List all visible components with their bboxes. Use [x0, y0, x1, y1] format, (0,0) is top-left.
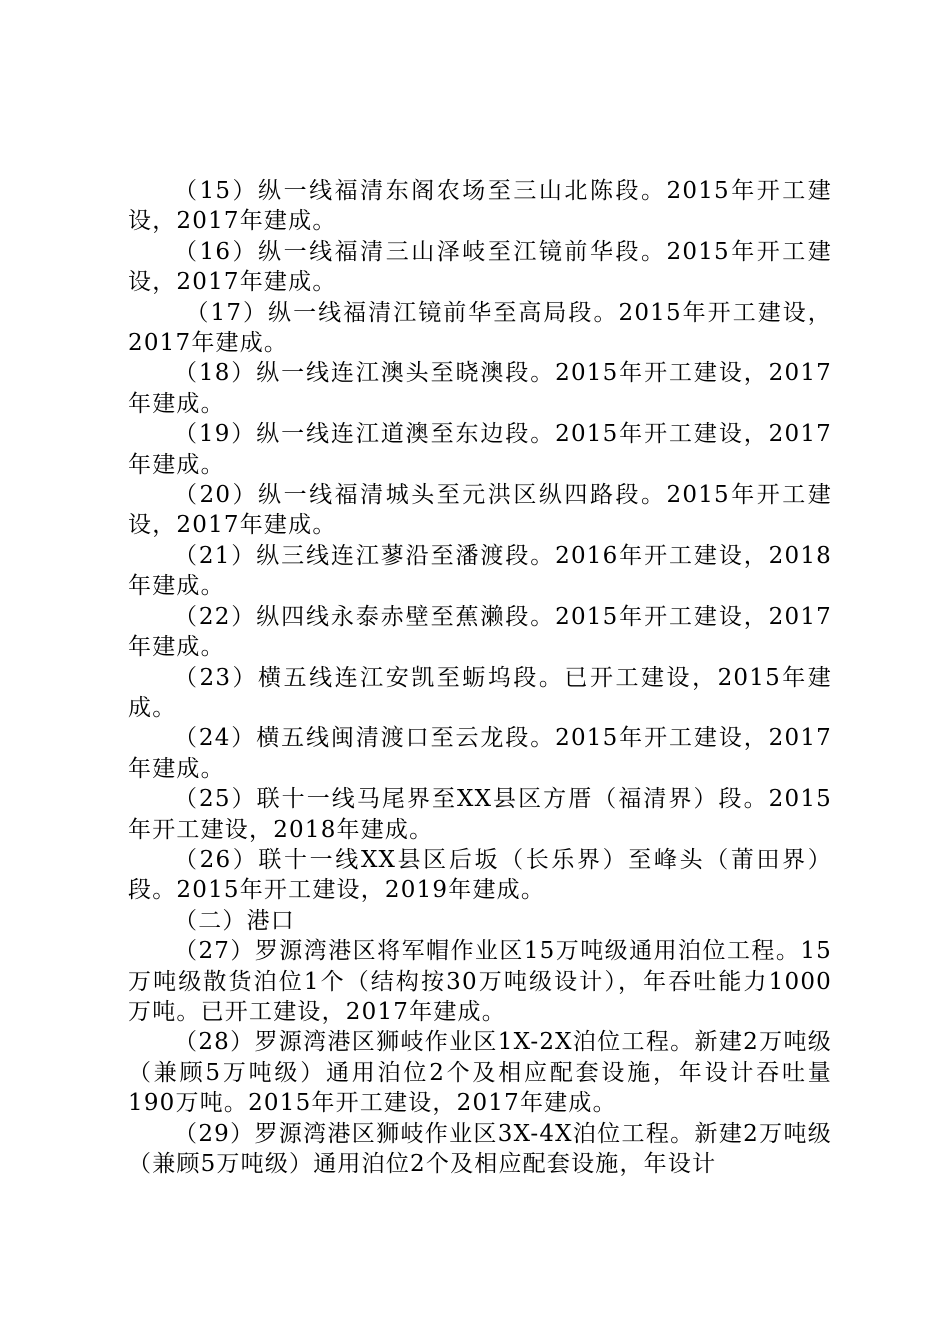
paragraph-item-17: （17）纵一线福清江镜前华至高局段。2015年开工建设，2017年建成。 — [128, 299, 832, 357]
paragraph-item-26: （26）联十一线XX县区后坂（长乐界）至峰头（莆田界）段。2015年开工建设，2019年建成。 — [128, 846, 832, 904]
section-heading-ports: （二）港口 — [174, 907, 295, 934]
paragraph-item-27: （27）罗源湾港区将军帽作业区15万吨级通用泊位工程。15万吨级散货泊位1个（结构按30万吨级设计），年吞吐能力1000万吨。已开工建设，2017年建成。 — [128, 938, 832, 1025]
paragraph-item-18: （18）纵一线连江澳头至晓澳段。2015年开工建设，2017年建成。 — [128, 360, 832, 417]
paragraph-item-23: （23）横五线连江安凯至蛎坞段。已开工建设，2015年建成。 — [128, 664, 832, 721]
paragraph-item-19: （19）纵一线连江道澳至东边段。2015年开工建设，2017年建成。 — [128, 421, 832, 478]
paragraph-item-16: （16）纵一线福清三山泽岐至江镜前华段。2015年开工建设，2017年建成。 — [128, 238, 832, 296]
paragraph-item-24: （24）横五线闽清渡口至云龙段。2015年开工建设，2017年建成。 — [128, 725, 832, 782]
paragraph-item-29: （29）罗源湾港区狮岐作业区3X-4X泊位工程。新建2万吨级（兼顾5万吨级）通用泊位2个及相应配套设施，年设计 — [128, 1120, 832, 1177]
paragraph-item-15: （15）纵一线福清东阁农场至三山北陈段。2015年开工建设，2017年建成。 — [128, 178, 832, 235]
paragraph-item-20: （20）纵一线福清城头至元洪区纵四路段。2015年开工建设，2017年建成。 — [128, 482, 832, 539]
paragraph-item-22: （22）纵四线永泰赤壁至蕉濑段。2015年开工建设，2017年建成。 — [128, 603, 832, 661]
paragraph-item-21: （21）纵三线连江蓼沿至潘渡段。2016年开工建设，2018年建成。 — [128, 542, 832, 600]
document-page — [128, 176, 832, 1179]
paragraph-item-25: （25）联十一线马尾界至XX县区方厝（福清界）段。2015年开工建设，2018年建成。 — [128, 786, 832, 843]
paragraph-item-28: （28）罗源湾港区狮岐作业区1X-2X泊位工程。新建2万吨级（兼顾5万吨级）通用泊位2个及相应配套设施，年设计吞吐量190万吨。2015年开工建设，2017年建成。 — [128, 1029, 832, 1117]
